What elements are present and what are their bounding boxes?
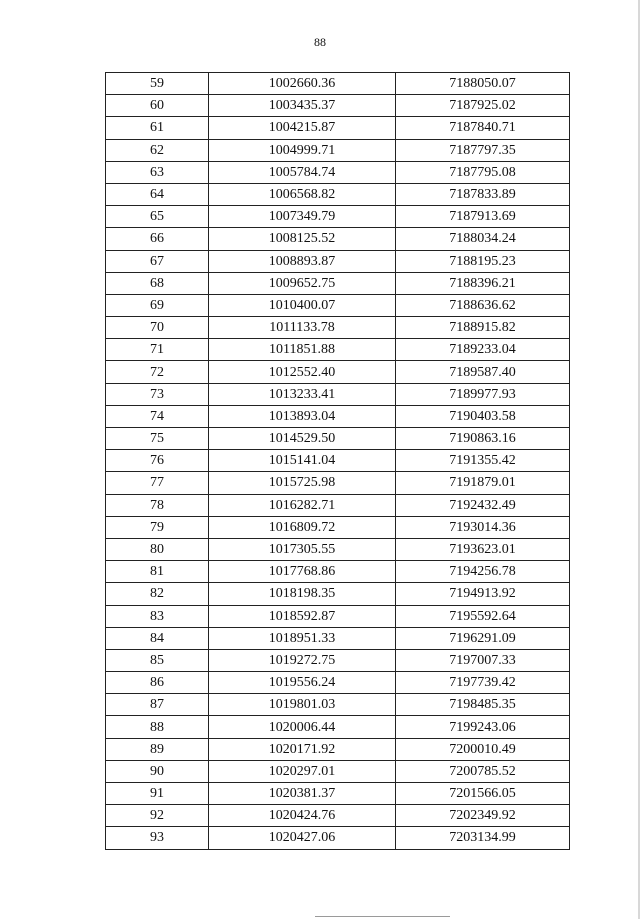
row-index-cell: 89 (106, 738, 209, 760)
y-coordinate-cell: 7200785.52 (396, 760, 570, 782)
x-coordinate-cell: 1008893.87 (209, 250, 396, 272)
row-index-cell: 61 (106, 117, 209, 139)
x-coordinate-cell: 1011851.88 (209, 339, 396, 361)
table-row (106, 294, 570, 316)
row-index-cell: 70 (106, 317, 209, 339)
table-row (106, 694, 570, 716)
y-coordinate-cell: 7202349.92 (396, 805, 570, 827)
y-coordinate-cell: 7190863.16 (396, 428, 570, 450)
table-row (106, 317, 570, 339)
row-index-cell: 73 (106, 383, 209, 405)
row-index-cell: 91 (106, 783, 209, 805)
row-index-cell: 68 (106, 272, 209, 294)
x-coordinate-cell: 1019272.75 (209, 649, 396, 671)
x-coordinate-cell: 1015725.98 (209, 472, 396, 494)
table-row (106, 494, 570, 516)
y-coordinate-cell: 7193014.36 (396, 516, 570, 538)
row-index-cell: 65 (106, 206, 209, 228)
row-index-cell: 87 (106, 694, 209, 716)
x-coordinate-cell: 1013233.41 (209, 383, 396, 405)
row-index-cell: 80 (106, 538, 209, 560)
x-coordinate-cell: 1013893.04 (209, 405, 396, 427)
table-row (106, 95, 570, 117)
table-row (106, 516, 570, 538)
x-coordinate-cell: 1018198.35 (209, 583, 396, 605)
table-row (106, 428, 570, 450)
row-index-cell: 69 (106, 294, 209, 316)
x-coordinate-cell: 1017768.86 (209, 561, 396, 583)
y-coordinate-cell: 7190403.58 (396, 405, 570, 427)
row-index-cell: 77 (106, 472, 209, 494)
table-row (106, 649, 570, 671)
row-index-cell: 62 (106, 139, 209, 161)
x-coordinate-cell: 1020424.76 (209, 805, 396, 827)
y-coordinate-cell: 7192432.49 (396, 494, 570, 516)
y-coordinate-cell: 7188636.62 (396, 294, 570, 316)
x-coordinate-cell: 1004999.71 (209, 139, 396, 161)
scan-edge-line (315, 916, 450, 917)
coordinates-table-body (106, 73, 570, 850)
row-index-cell: 72 (106, 361, 209, 383)
x-coordinate-cell: 1003435.37 (209, 95, 396, 117)
table-row (106, 472, 570, 494)
table-row (106, 272, 570, 294)
table-row (106, 161, 570, 183)
y-coordinate-cell: 7188396.21 (396, 272, 570, 294)
row-index-cell: 76 (106, 450, 209, 472)
row-index-cell: 84 (106, 627, 209, 649)
y-coordinate-cell: 7194256.78 (396, 561, 570, 583)
row-index-cell: 93 (106, 827, 209, 849)
y-coordinate-cell: 7188034.24 (396, 228, 570, 250)
table-row (106, 206, 570, 228)
x-coordinate-cell: 1019556.24 (209, 672, 396, 694)
y-coordinate-cell: 7187913.69 (396, 206, 570, 228)
table-row (106, 561, 570, 583)
y-coordinate-cell: 7194913.92 (396, 583, 570, 605)
y-coordinate-cell: 7187833.89 (396, 183, 570, 205)
y-coordinate-cell: 7187925.02 (396, 95, 570, 117)
y-coordinate-cell: 7188195.23 (396, 250, 570, 272)
row-index-cell: 64 (106, 183, 209, 205)
row-index-cell: 83 (106, 605, 209, 627)
table-row (106, 738, 570, 760)
row-index-cell: 90 (106, 760, 209, 782)
row-index-cell: 74 (106, 405, 209, 427)
y-coordinate-cell: 7197007.33 (396, 649, 570, 671)
table-row (106, 627, 570, 649)
table-row (106, 783, 570, 805)
x-coordinate-cell: 1009652.75 (209, 272, 396, 294)
y-coordinate-cell: 7196291.09 (396, 627, 570, 649)
x-coordinate-cell: 1002660.36 (209, 73, 396, 95)
table-row (106, 760, 570, 782)
y-coordinate-cell: 7195592.64 (396, 605, 570, 627)
row-index-cell: 66 (106, 228, 209, 250)
x-coordinate-cell: 1016282.71 (209, 494, 396, 516)
table-row (106, 117, 570, 139)
table-row (106, 672, 570, 694)
row-index-cell: 78 (106, 494, 209, 516)
y-coordinate-cell: 7193623.01 (396, 538, 570, 560)
x-coordinate-cell: 1019801.03 (209, 694, 396, 716)
x-coordinate-cell: 1014529.50 (209, 428, 396, 450)
table-row (106, 805, 570, 827)
row-index-cell: 67 (106, 250, 209, 272)
table-row (106, 450, 570, 472)
y-coordinate-cell: 7188915.82 (396, 317, 570, 339)
table-row (106, 361, 570, 383)
x-coordinate-cell: 1018951.33 (209, 627, 396, 649)
y-coordinate-cell: 7203134.99 (396, 827, 570, 849)
row-index-cell: 60 (106, 95, 209, 117)
table-row (106, 583, 570, 605)
x-coordinate-cell: 1020171.92 (209, 738, 396, 760)
y-coordinate-cell: 7201566.05 (396, 783, 570, 805)
table-row (106, 716, 570, 738)
x-coordinate-cell: 1015141.04 (209, 450, 396, 472)
row-index-cell: 63 (106, 161, 209, 183)
table-row (106, 73, 570, 95)
y-coordinate-cell: 7191355.42 (396, 450, 570, 472)
row-index-cell: 59 (106, 73, 209, 95)
y-coordinate-cell: 7187840.71 (396, 117, 570, 139)
table-row (106, 228, 570, 250)
row-index-cell: 75 (106, 428, 209, 450)
x-coordinate-cell: 1007349.79 (209, 206, 396, 228)
x-coordinate-cell: 1020427.06 (209, 827, 396, 849)
x-coordinate-cell: 1020381.37 (209, 783, 396, 805)
row-index-cell: 81 (106, 561, 209, 583)
x-coordinate-cell: 1020297.01 (209, 760, 396, 782)
row-index-cell: 71 (106, 339, 209, 361)
y-coordinate-cell: 7197739.42 (396, 672, 570, 694)
y-coordinate-cell: 7189233.04 (396, 339, 570, 361)
x-coordinate-cell: 1012552.40 (209, 361, 396, 383)
y-coordinate-cell: 7187795.08 (396, 161, 570, 183)
table-row (106, 383, 570, 405)
x-coordinate-cell: 1018592.87 (209, 605, 396, 627)
x-coordinate-cell: 1020006.44 (209, 716, 396, 738)
table-row (106, 605, 570, 627)
x-coordinate-cell: 1017305.55 (209, 538, 396, 560)
table-row (106, 139, 570, 161)
page-number: 88 (314, 35, 326, 49)
row-index-cell: 92 (106, 805, 209, 827)
x-coordinate-cell: 1016809.72 (209, 516, 396, 538)
x-coordinate-cell: 1004215.87 (209, 117, 396, 139)
y-coordinate-cell: 7191879.01 (396, 472, 570, 494)
row-index-cell: 88 (106, 716, 209, 738)
x-coordinate-cell: 1010400.07 (209, 294, 396, 316)
row-index-cell: 86 (106, 672, 209, 694)
table-row (106, 827, 570, 849)
x-coordinate-cell: 1005784.74 (209, 161, 396, 183)
y-coordinate-cell: 7200010.49 (396, 738, 570, 760)
table-row (106, 250, 570, 272)
row-index-cell: 79 (106, 516, 209, 538)
x-coordinate-cell: 1006568.82 (209, 183, 396, 205)
table-row (106, 538, 570, 560)
y-coordinate-cell: 7187797.35 (396, 139, 570, 161)
y-coordinate-cell: 7198485.35 (396, 694, 570, 716)
table-row (106, 405, 570, 427)
row-index-cell: 85 (106, 649, 209, 671)
coordinates-table (105, 72, 570, 850)
x-coordinate-cell: 1011133.78 (209, 317, 396, 339)
table-row (106, 339, 570, 361)
row-index-cell: 82 (106, 583, 209, 605)
y-coordinate-cell: 7188050.07 (396, 73, 570, 95)
y-coordinate-cell: 7189977.93 (396, 383, 570, 405)
x-coordinate-cell: 1008125.52 (209, 228, 396, 250)
y-coordinate-cell: 7189587.40 (396, 361, 570, 383)
y-coordinate-cell: 7199243.06 (396, 716, 570, 738)
table-row (106, 183, 570, 205)
